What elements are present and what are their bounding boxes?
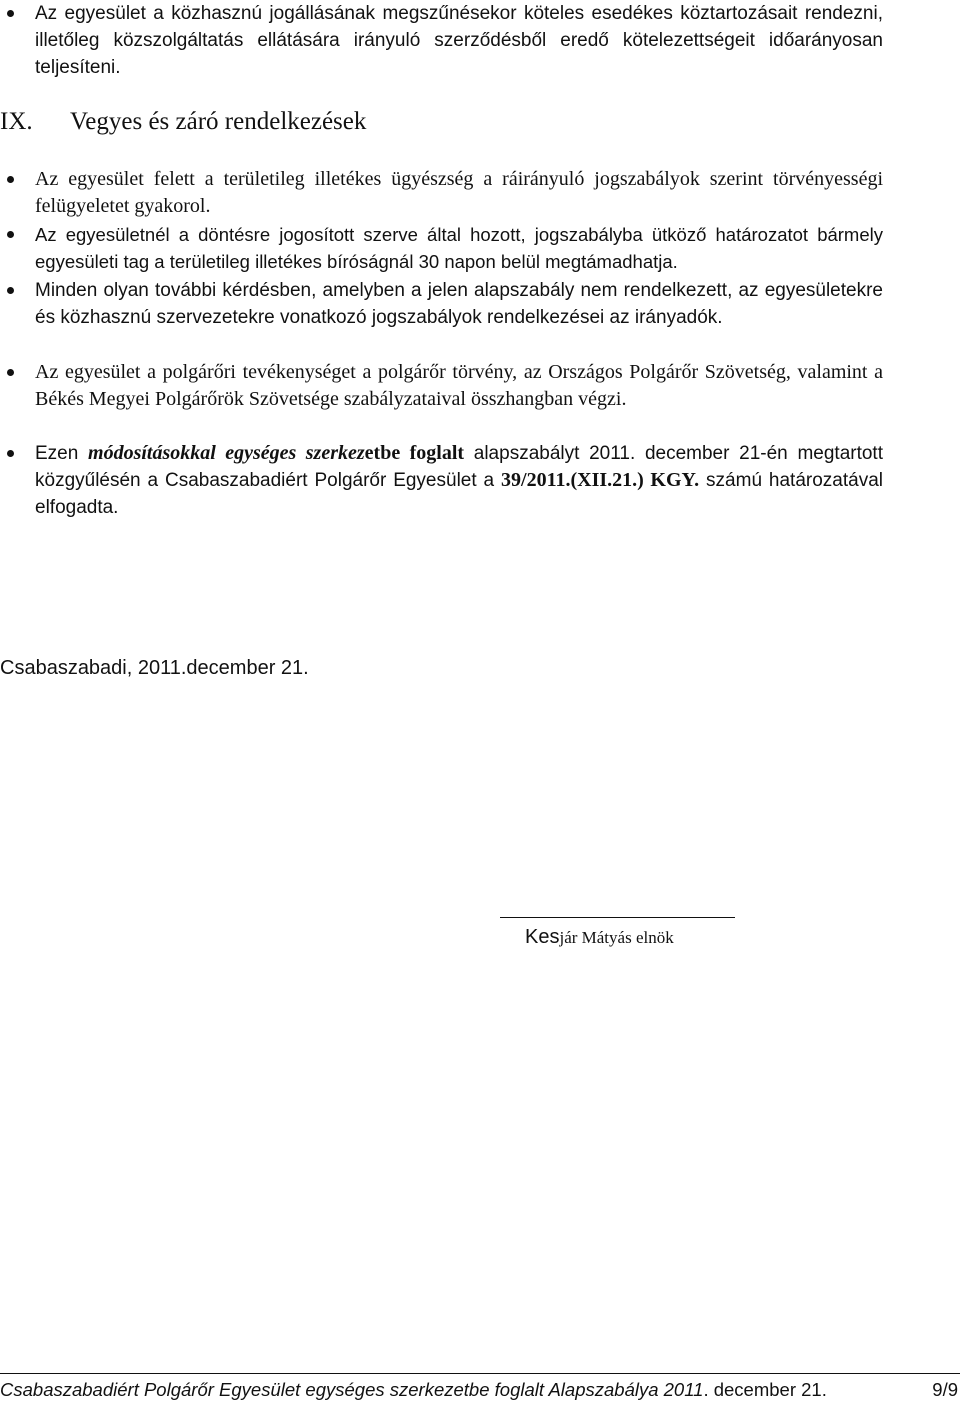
page-footer bbox=[0, 1377, 960, 1403]
page-number: 9/9 bbox=[932, 1379, 958, 1400]
bullet-icon bbox=[7, 287, 14, 294]
signature-line bbox=[500, 917, 735, 918]
list-item-text: Az egyesület felett a területileg illetékes ügyészség a ráirányuló jogszabályok szerint törvényességi felügyeletet gyakorol. bbox=[35, 168, 883, 217]
list-item bbox=[35, 359, 883, 413]
list-item-text: Ezen módosításokkal egységes szerkezetbe foglalt alapszabályt 2011. december 21-én megtartott közgyűlésén a Csabaszabadiért Polgárőr Egyesület a 39/2011.(XII.21.) KGY. számú határozatával elfogadta. bbox=[35, 442, 883, 518]
section-title: Vegyes és záró rendelkezések bbox=[70, 108, 367, 135]
list-item-text: Az egyesületnél a döntésre jogosított szerve által hozott, jogszabályba ütköző határozatot bármely egyesületi tag a területileg illetékes bíróságnál 30 napon belül megtámadhatja. bbox=[35, 224, 883, 272]
footer-divider bbox=[0, 1373, 960, 1374]
bullet-icon bbox=[7, 450, 14, 457]
list-item bbox=[35, 166, 883, 220]
list-item bbox=[35, 440, 883, 521]
list-item bbox=[35, 277, 883, 331]
list-item-text: Minden olyan további kérdésben, amelyben a jelen alapszabály nem rendelkezett, az egyesületekre és közhasznú szervezetekre vonatkozó jogszabályok rendelkezései az irányadók. bbox=[35, 280, 883, 328]
place-date: Csabaszabadi, 2011.december 21. bbox=[0, 657, 309, 679]
footer-date: . december 21. bbox=[703, 1379, 827, 1400]
list-item-text: Az egyesület a közhasznú jogállásának megszűnésekor köteles esedékes köztartozásait rendezni, illetőleg közszolgáltatás ellátására irányuló szerződésből eredő kötelezettségeit időarányosan teljesíteni. bbox=[35, 3, 883, 78]
section-number: IX. bbox=[0, 108, 33, 135]
bullet-icon bbox=[7, 176, 14, 183]
signature-name: Kesjár Mátyás elnök bbox=[525, 926, 674, 948]
section-heading bbox=[0, 107, 366, 137]
list-item bbox=[35, 0, 883, 81]
list-item bbox=[35, 221, 883, 275]
bullet-icon bbox=[7, 231, 14, 238]
list-item-text: Az egyesület a polgárőri tevékenységet a polgárőr törvény, az Országos Polgárőr Szövetség, valamint a Békés Megyei Polgárőrök Szövetsége szabályzataival összhangban végzi. bbox=[35, 361, 883, 410]
bullet-icon bbox=[7, 369, 14, 376]
bullet-icon bbox=[7, 10, 14, 17]
footer-title: Csabaszabadiért Polgárőr Egyesület egységes szerkezetbe foglalt Alapszabálya 2011 bbox=[0, 1379, 704, 1400]
